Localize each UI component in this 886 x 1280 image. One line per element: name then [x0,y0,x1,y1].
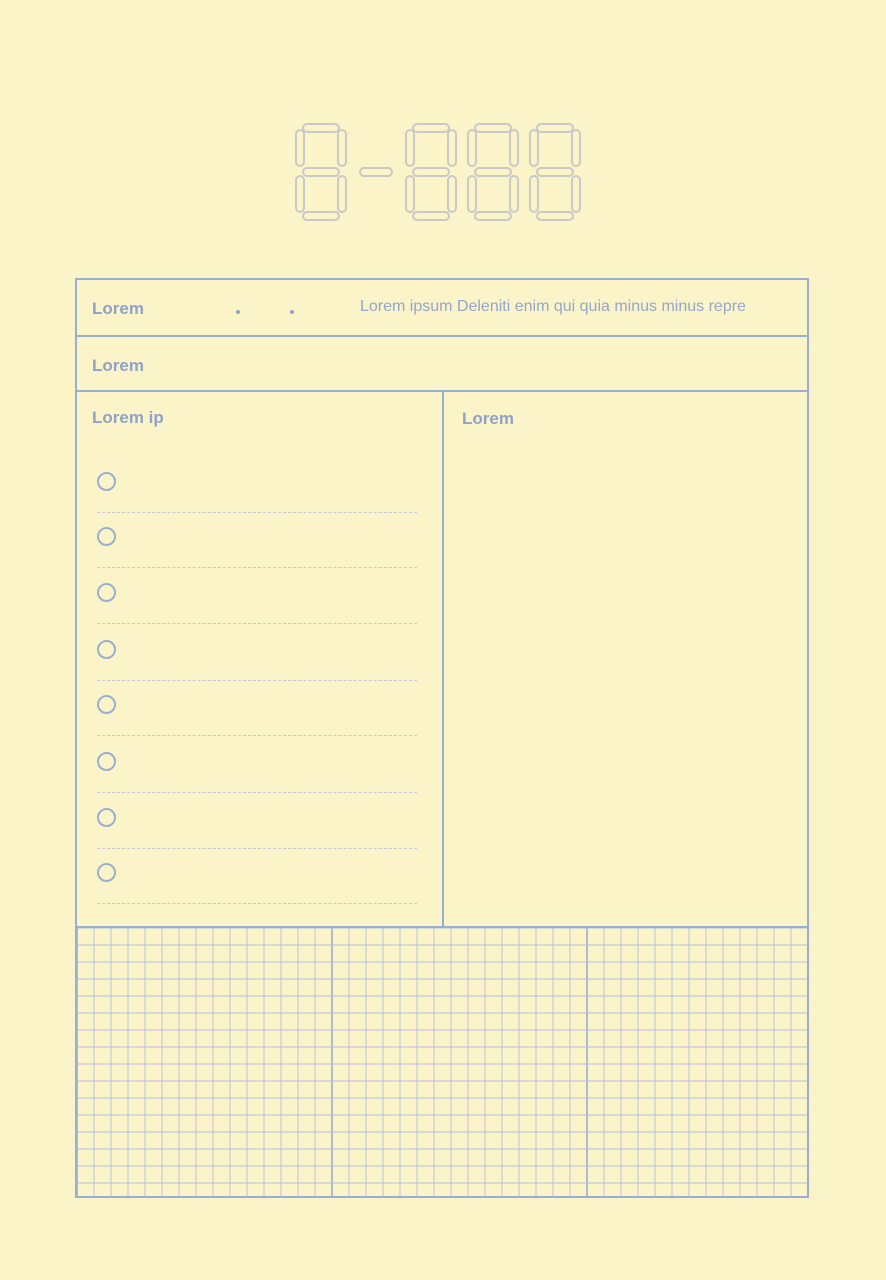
dashed-line [97,623,417,624]
checklist-item [97,695,417,735]
notes-column [444,390,809,926]
digit-segment [448,176,456,212]
dashed-line [97,680,417,681]
checkbox-circle[interactable] [97,863,116,882]
checklist-item [97,808,417,848]
separator-dot [290,310,294,314]
graph-paper-grid [77,926,807,1196]
digit-segment [413,212,449,220]
header-row-label: Lorem [92,299,144,318]
checklist-item [97,640,417,680]
digit-segment [296,176,304,212]
digit-segment [510,176,518,212]
dashed-line [97,567,417,568]
checkbox-circle[interactable] [97,527,116,546]
digit-segment [468,130,476,166]
dashed-line [97,792,417,793]
grid-lines [77,928,807,1196]
seven-segment-display [290,120,590,230]
digit-segment [572,130,580,166]
digit-segment [406,176,414,212]
checklist-title: Lorem ip [92,408,164,427]
header-row-text: Lorem ipsum Deleniti enim qui quia minus minus repre [360,298,746,315]
digit-segment [468,176,476,212]
digit-segment [475,212,511,220]
notes-title: Lorem [462,409,514,428]
checkbox-circle[interactable] [97,640,116,659]
digit-segment [572,176,580,212]
digit-segment [537,168,573,176]
digit-segment [475,124,511,132]
digit-segment [448,130,456,166]
digit-segment [413,124,449,132]
checklist-item [97,527,417,567]
digit-segment [530,176,538,212]
digit-segment [338,176,346,212]
digit-segment [510,130,518,166]
header-row [77,280,807,337]
digit-segment [303,168,339,176]
second-row [77,335,807,392]
digit-segment [413,168,449,176]
digit-dash-segment [360,168,392,176]
checkbox-circle[interactable] [97,472,116,491]
second-row-label: Lorem [92,356,144,375]
checklist-item [97,752,417,792]
separator-dot [236,310,240,314]
planner-frame [75,278,809,1198]
checklist-item [97,472,417,512]
checklist-item [97,863,417,903]
digit-segment [475,168,511,176]
digit-segment [338,130,346,166]
digit-segment [303,124,339,132]
dashed-line [97,512,417,513]
checklist-item [97,583,417,623]
checkbox-circle[interactable] [97,808,116,827]
digit-segment [537,212,573,220]
checkbox-circle[interactable] [97,752,116,771]
checkbox-circle[interactable] [97,695,116,714]
dashed-line [97,848,417,849]
checkbox-circle[interactable] [97,583,116,602]
dashed-line [97,903,417,904]
digit-segment [537,124,573,132]
checklist-column [77,390,444,926]
digit-segment [530,130,538,166]
digit-segment [303,212,339,220]
digit-segment [406,130,414,166]
dashed-line [97,735,417,736]
digit-segment [296,130,304,166]
